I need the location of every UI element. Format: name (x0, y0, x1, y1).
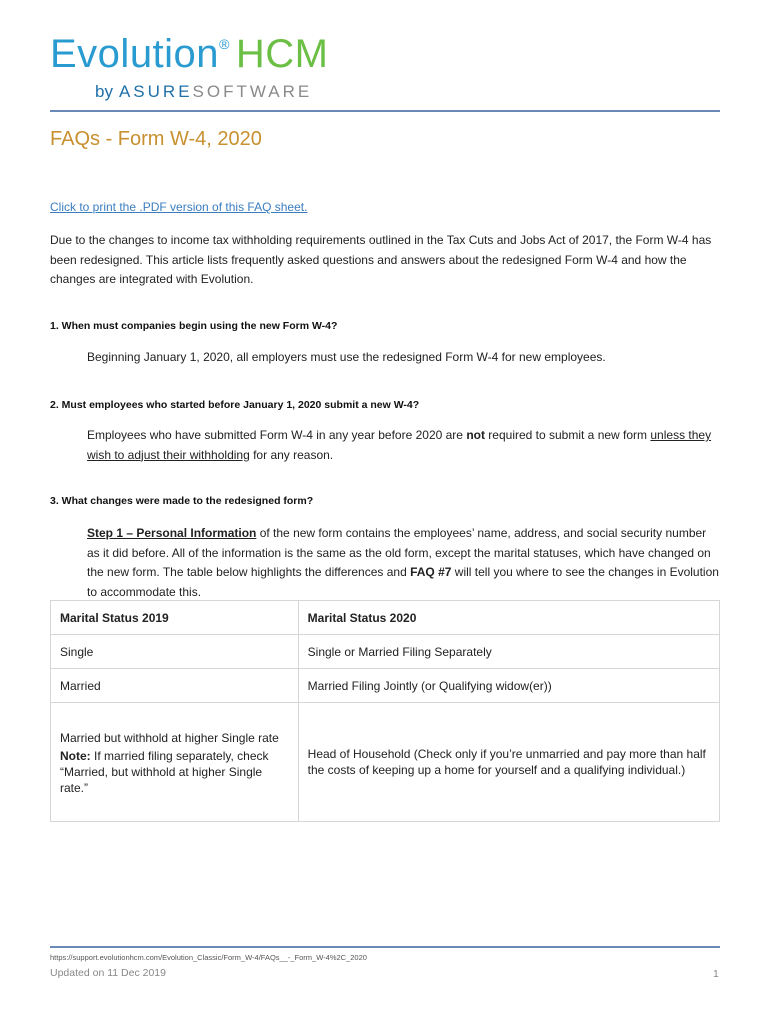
logo-product: HCM (235, 32, 329, 76)
cell-2020 (298, 703, 719, 822)
source-url: https://support.evolutionhcm.com/Evolution_Classic/Form_W-4/FAQs__-_Form_W-4%2C_2020 (50, 953, 367, 962)
cell-2020-text: Head of Household (Check only if you’re unmarried and pay more than half the costs of keeping up a home for yourself and a qualifying individual.) (307, 747, 706, 777)
table-header-row (51, 601, 720, 635)
faq-answer-3-faq7: FAQ #7 (410, 565, 452, 579)
table-row (51, 703, 720, 822)
table-row (51, 635, 720, 669)
logo-software: SOFTWARE (192, 82, 313, 101)
table-row (51, 669, 720, 703)
faq-answer-3-text-a: of the new form contains the employees’ name, address, and social security number as it did before. All of the information is the same as the old form, except the marital statuses, which have changed on the new form. The table below highlights the differences and (87, 526, 711, 579)
print-pdf-link[interactable]: Click to print the .PDF version of this FAQ sheet. (50, 200, 308, 214)
note-label: Note: (60, 748, 91, 763)
faq-answer-2-text-a: Employees who have submitted Form W-4 in any year before 2020 are (87, 428, 467, 442)
note-text: If married filing separately, check “Married, but withhold at higher Single rate.” (60, 748, 269, 795)
cell-2019-text: Married but withhold at higher Single rate (60, 730, 279, 745)
updated-date: Updated on 11 Dec 2019 (50, 967, 166, 979)
faq-question-3: 3. What changes were made to the redesigned form? (50, 495, 314, 507)
evolution-hcm-logo (50, 32, 328, 77)
cell-2019: Married (51, 669, 299, 703)
faq-question-2: 2. Must employees who started before January 1, 2020 submit a new W-4? (50, 399, 420, 411)
logo-asure: ASURE (118, 82, 193, 101)
faq-answer-2 (87, 426, 720, 465)
header-divider (50, 110, 720, 112)
marital-status-table (50, 600, 720, 822)
asure-software-tagline (95, 82, 312, 102)
cell-2020: Single or Married Filing Separately (298, 635, 719, 669)
cell-2019 (51, 703, 299, 822)
faq-answer-2-not: not (466, 428, 485, 442)
cell-2019-note (60, 748, 289, 796)
faq-answer-3-step1: Step 1 – Personal Information (87, 526, 257, 540)
faq-answer-3 (87, 524, 720, 602)
header-2020: Marital Status 2020 (298, 601, 719, 635)
faq-answer-2-text-c: for any reason. (249, 447, 334, 462)
cell-2020: Married Filing Jointly (or Qualifying widow(er)) (298, 669, 719, 703)
cell-2019: Single (51, 635, 299, 669)
faq-question-1: 1. When must companies begin using the new Form W-4? (50, 320, 338, 332)
logo-by: by (95, 82, 113, 101)
intro-paragraph: Due to the changes to income tax withholding requirements outlined in the Tax Cuts and Jobs Act of 2017, the Form W-4 has been redesigned. This article lists frequently asked questions and answers about the redesigned Form W-4 and how the changes are integrated with Evolution. (50, 233, 712, 286)
faq-answer-1: Beginning January 1, 2020, all employers must use the redesigned Form W-4 for new employees. (87, 350, 606, 364)
page-number: 1 (713, 968, 719, 980)
footer-divider (50, 946, 720, 948)
header-2019: Marital Status 2019 (51, 601, 299, 635)
faq-answer-3-text-b: will tell you where to see the changes in Evolution to accommodate this. (87, 565, 719, 599)
faq-answer-2-text-b: required to submit a new form (484, 428, 651, 442)
faq-answer-2-unless: unless they wish to adjust their withholding (87, 428, 712, 462)
logo-registered-mark: ® (219, 36, 230, 52)
page-title: FAQs - Form W-4, 2020 (50, 128, 262, 150)
logo-brand: Evolution (50, 32, 220, 76)
